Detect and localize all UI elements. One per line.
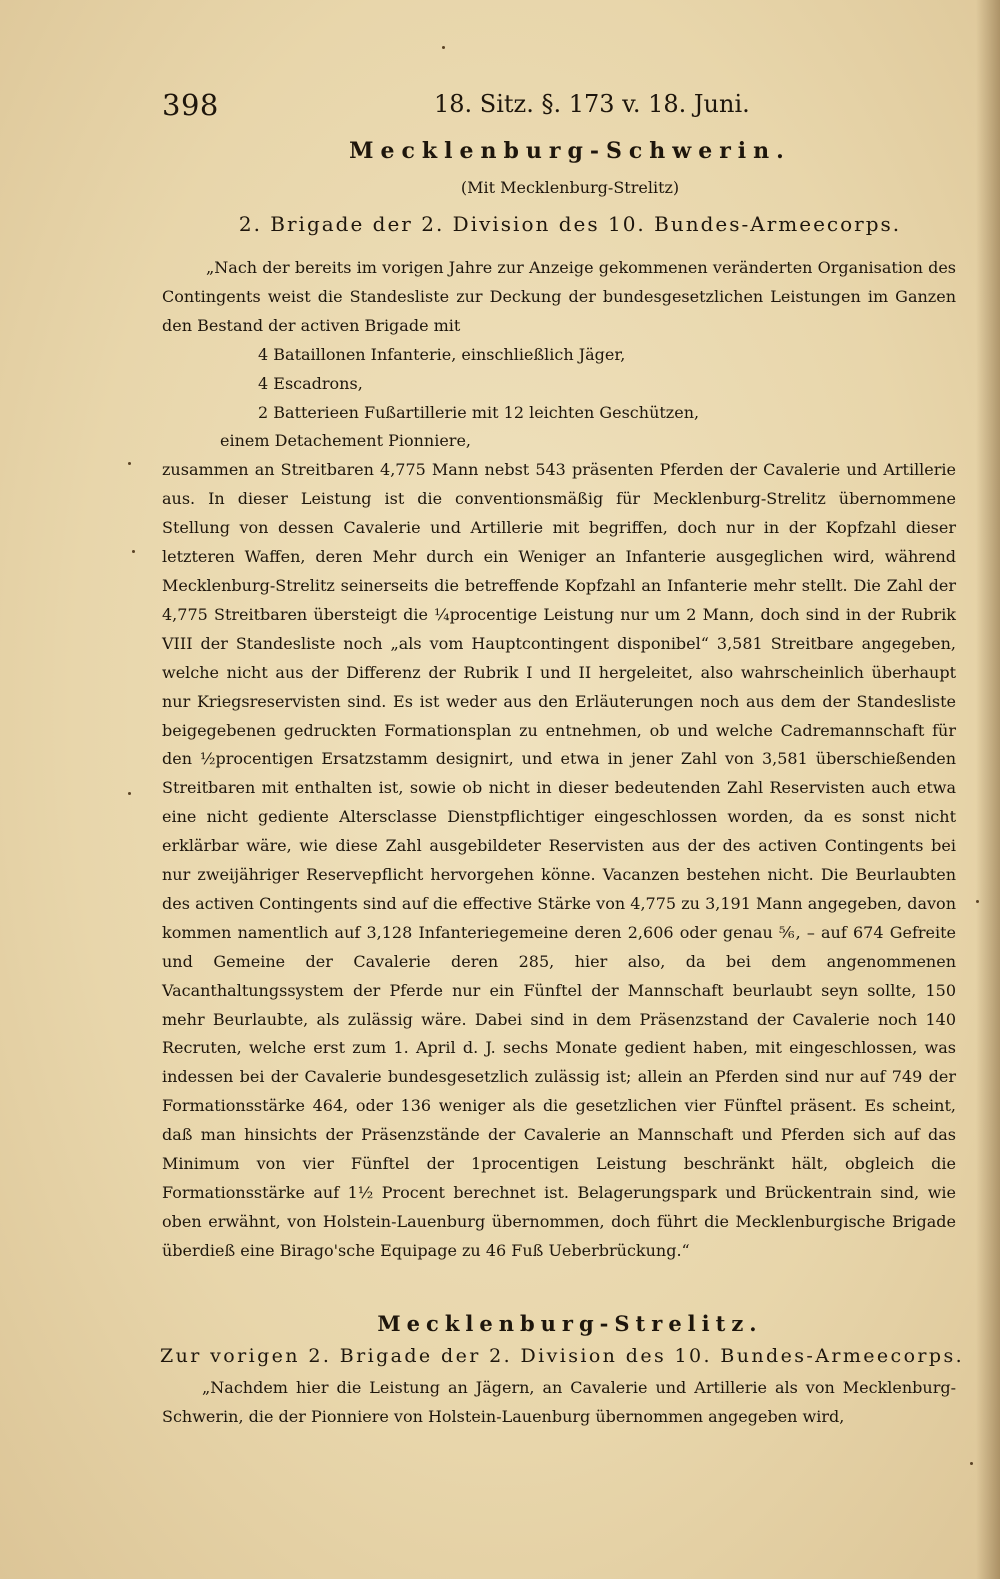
print-speck bbox=[970, 1462, 973, 1465]
page-edge-shadow bbox=[976, 0, 1000, 1579]
print-speck bbox=[442, 46, 445, 49]
section-subtitle: (Mit Mecklenburg-Strelitz) bbox=[460, 178, 680, 197]
section-title-strelitz: Mecklenburg-Strelitz. bbox=[377, 1311, 763, 1336]
print-speck bbox=[128, 792, 131, 795]
page-number: 398 bbox=[162, 88, 219, 122]
intro-paragraph: „Nach der bereits im vorigen Jahre zur Anzeige gekommenen veränderten Organisation des Contingents weist die Standesliste zur Deckung der bundesgesetzlichen Leistungen im Ganzen den Bestand der activen Brigade mit bbox=[162, 258, 956, 335]
list-item: 2 Batterieen Fußartillerie mit 12 leichten Geschützen, bbox=[258, 402, 700, 422]
list-item: einem Detachement Pionniere, bbox=[220, 431, 471, 451]
page-header bbox=[162, 88, 750, 128]
print-speck bbox=[128, 462, 131, 465]
print-speck bbox=[132, 550, 135, 553]
brigade-heading: 2. Brigade der 2. Division des 10. Bundes-Armeecorps. bbox=[238, 212, 902, 236]
list-item: 4 Escadrons, bbox=[258, 373, 363, 393]
section-body-schwerin bbox=[162, 254, 956, 1266]
section-body-strelitz bbox=[162, 1374, 956, 1432]
body-paragraph: „Nachdem hier die Leistung an Jägern, an Cavalerie und Artillerie als von Mecklenburg-Schwerin, die der Pionniere von Holstein-Lauenburg übernommen angegeben wird, bbox=[162, 1378, 956, 1426]
unit-list bbox=[162, 341, 956, 457]
list-item: 4 Bataillonen Infanterie, einschließlich Jäger, bbox=[258, 344, 626, 364]
body-paragraph: zusammen an Streitbaren 4,775 Mann nebst 543 präsenten Pferden der Cavalerie und Artillerie aus. In dieser Leistung ist die conventionsmäßig für Mecklenburg-Strelitz übernommene Stellung von dessen Cavalerie und Artillerie mit begriffen, doch nur in der Kopfzahl dieser letzteren Waffen, deren Mehr durch ein Weniger an Infanterie ausgeglichen wird, während Mecklenburg-Strelitz seinerseits die betreffende Kopfzahl an Infanterie mehr stellt. Die Zahl der 4,775 Streitbaren übersteigt die ¼procentige Leistung nur um 2 Mann, doch sind in der Rubrik VIII der Standesliste noch „als vom Hauptcontingent disponibel“ 3,581 Streitbare angegeben, welche nicht aus der Differenz der Rubrik I und II hergeleitet, also wahrscheinlich überhaupt nur Kriegsreservisten sind. Es ist weder aus den Erläuterungen noch aus dem der Standesliste beigegebenen gedruckten Formationsplan zu entnehmen, ob und welche Cadremannschaft für den ½procentigen Ersatzstamm designirt, und etwa in jener Zahl von 3,581 überschießenden Streitbaren mit enthalten ist, sowie ob nicht in dieser bedeutenden Zahl Reservisten auch etwa eine nicht gediente Altersclasse Dienstpflichtiger eingeschlossen worden, da es sonst nicht erklärbar wäre, wie diese Zahl ausgebildeter Reservisten aus der des activen Contingents bei nur zweijähriger Reservepflicht hervorgehen könne. Vacanzen bestehen nicht. Die Beurlaubten des activen Contingents sind auf die effective Stärke von 4,775 zu 3,191 Mann angegeben, davon kommen namentlich auf 3,128 Infanteriegemeine deren 2,606 oder genau ⅚, – auf 674 Gefreite und Gemeine der Cavalerie deren 285, hier also, da bei dem angenommenen Vacanthaltungssystem der Pferde nur ein Fünftel der Mannschaft beurlaubt seyn sollte, 150 mehr Beurlaubte, als zulässig wäre. Dabei sind in dem Präsenzstand der Cavalerie noch 140 Recruten, welche erst zum 1. April d. J. sechs Monate gedient haben, mit eingeschlossen, was indessen bei der Cavalerie bundesgesetzlich zulässig ist; allein an Pferden sind nur auf 749 der Formationsstärke 464, oder 136 weniger als die gesetzlichen vier Fünftel präsent. Es scheint, daß man hinsichts der Präsenzstände der Cavalerie an Mannschaft und Pferden sich auf das Minimum von vier Fünftel der 1procentigen Leistung beschränkt hält, obgleich die Formationsstärke auf 1½ Procent berechnet ist. Belagerungspark und Brückentrain sind, wie oben erwähnt, von Holstein-Lauenburg übernommen, doch führt die Mecklenburgische Brigade überdieß eine Birago'sche Equipage zu 46 Fuß Ueberbrückung.“ bbox=[162, 460, 956, 1260]
brigade-heading-strelitz: Zur vorigen 2. Brigade der 2. Division des 10. Bundes-Armeecorps. bbox=[160, 1345, 965, 1367]
running-head: 18. Sitz. §. 173 v. 18. Juni. bbox=[434, 90, 750, 118]
section-title-schwerin: Mecklenburg-Schwerin. bbox=[349, 138, 791, 164]
print-speck bbox=[976, 900, 979, 903]
